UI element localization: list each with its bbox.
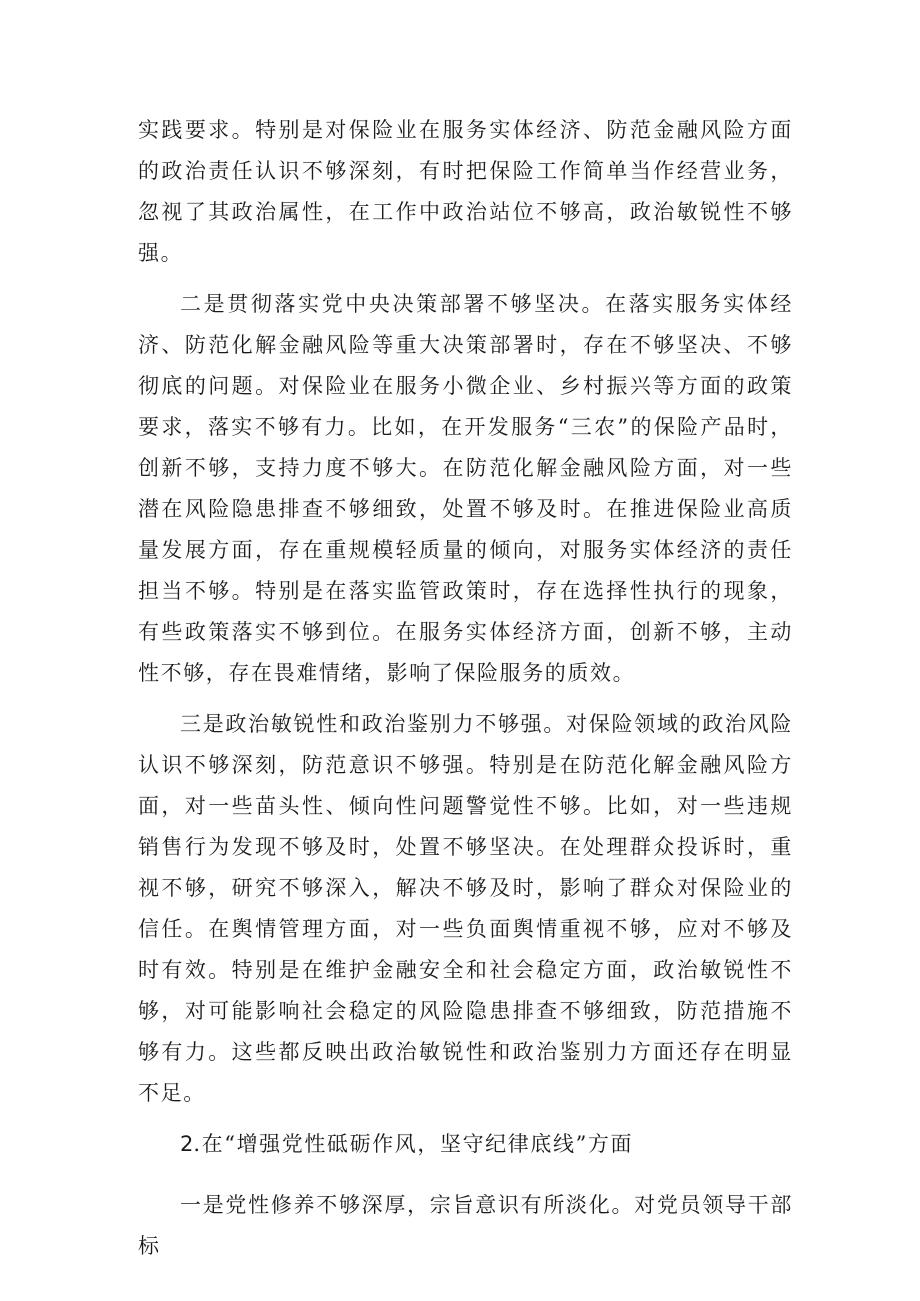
- paragraph-3: 三是政治敏锐性和政治鉴别力不够强。对保险领域的政治风险认识不够深刻，防范意识不够强。特别是在防范化解金融风险方面，对一些苗头性、倾向性问题警觉性不够。比如，对一些违规销售行为发现不够及时，处置不够坚决。在处理群众投诉时，重视不够，研究不够深入，解决不够及时，影响了群众对保险业的信任。在舆情管理方面，对一些负面舆情重视不够，应对不够及时有效。特别是在维护金融安全和社会稳定方面，政治敏锐性不够，对可能影响社会稳定的风险隐患排查不够细致，防范措施不够有力。这些都反映出政治敏锐性和政治鉴别力方面还存在明显不足。: [138, 712, 793, 1105]
- section-number: 2: [180, 1132, 194, 1156]
- section-heading-text: .在“增强党性砥砺作风，坚守纪律底线”方面: [193, 1132, 634, 1156]
- section-heading: [138, 1124, 793, 1165]
- paragraph-1: 实践要求。特别是对保险业在服务实体经济、防范金融风险方面的政治责任认识不够深刻，有时把保险工作简单当作经营业务，忽视了其政治属性，在工作中政治站位不够高，政治敏锐性不够强。: [138, 118, 793, 265]
- paragraph-4: 一是党性修养不够深厚，宗旨意识有所淡化。对党员领导干部标: [138, 1193, 793, 1258]
- document-body: [138, 110, 793, 1277]
- paragraph-2: 二是贯彻落实党中央决策部署不够坚决。在落实服务实体经济、防范化解金融风险等重大决策部署时，存在不够坚决、不够彻底的问题。对保险业在服务小微企业、乡村振兴等方面的政策要求，落实不够有力。比如，在开发服务“三农”的保险产品时，创新不够，支持力度不够大。在防范化解金融风险方面，对一些潜在风险隐患排查不够细致，处置不够及时。在推进保险业高质量发展方面，存在重规模轻质量的倾向，对服务实体经济的责任担当不够。特别是在落实监管政策时，存在选择性执行的现象，有些政策落实不够到位。在服务实体经济方面，创新不够，主动性不够，存在畏难情绪，影响了保险服务的质效。: [138, 292, 793, 685]
